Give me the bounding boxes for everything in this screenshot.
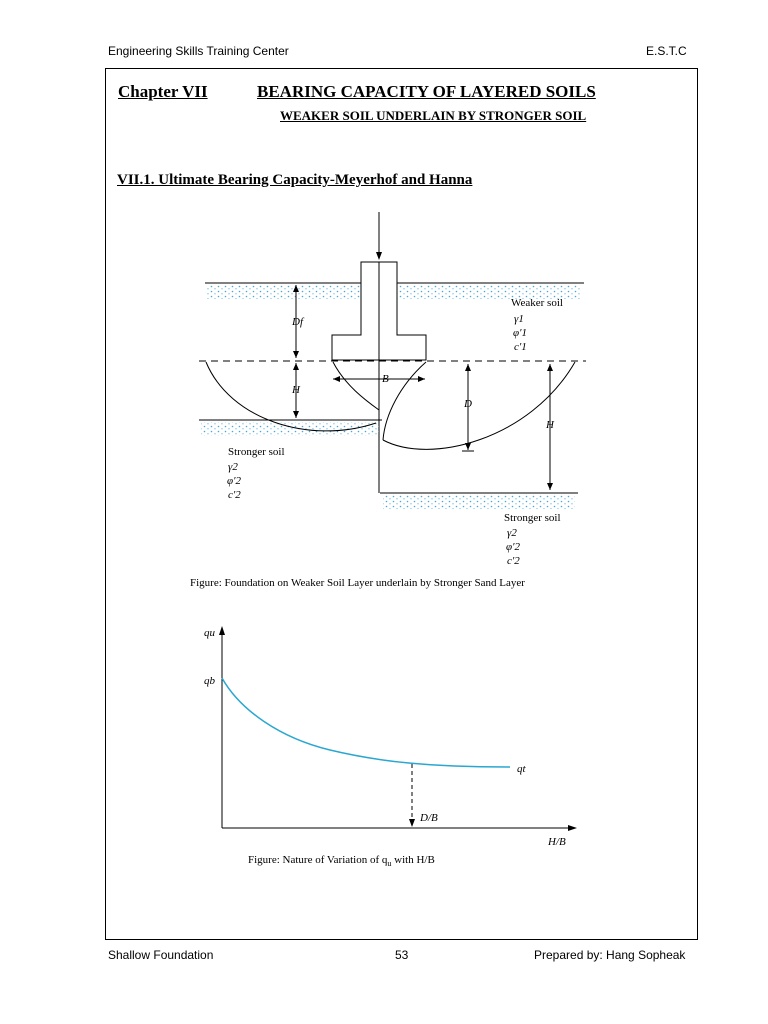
- df-label: Df: [292, 316, 303, 328]
- h-left-label: H: [292, 384, 300, 396]
- weaker-soil-label: Weaker soil: [511, 297, 563, 309]
- figure2-caption-prefix: Figure: Nature of Variation of: [248, 854, 382, 866]
- phi2-left-label: φ′2: [227, 475, 241, 487]
- b-label: B: [382, 373, 389, 385]
- phi2-right-label: φ′2: [506, 541, 520, 553]
- chapter-title: BEARING CAPACITY OF LAYERED SOILS: [257, 82, 596, 101]
- gamma1-label: γ1: [514, 313, 524, 325]
- figure1-caption: Figure: Foundation on Weaker Soil Layer underlain by Stronger Sand Layer: [190, 577, 525, 589]
- c2-left-label: c′2: [228, 489, 241, 501]
- d-label: D: [464, 398, 472, 410]
- c2-right-label: c′2: [507, 555, 520, 567]
- qt-label: qt: [517, 763, 526, 775]
- figure2-caption-suffix: with H/B: [391, 854, 435, 866]
- header-left: Engineering Skills Training Center: [108, 44, 289, 58]
- header-right: E.S.T.C: [646, 44, 687, 58]
- phi1-label: φ′1: [513, 327, 527, 339]
- c1-label: c′1: [514, 341, 527, 353]
- hb-axis-label: H/B: [548, 836, 566, 848]
- stronger-soil-left-label: Stronger soil: [228, 446, 285, 458]
- chapter-subtitle: WEAKER SOIL UNDERLAIN BY STRONGER SOIL: [280, 108, 587, 123]
- figure2-caption-q: q: [381, 854, 388, 866]
- footer-right: Prepared by: Hang Sopheak: [534, 948, 686, 962]
- h-right-label: H: [546, 419, 554, 431]
- section-heading: VII.1. Ultimate Bearing Capacity-Meyerhof and Hanna: [117, 172, 473, 188]
- stronger-soil-right-label: Stronger soil: [504, 512, 561, 524]
- db-label: D/B: [420, 812, 438, 824]
- page-number: 53: [395, 948, 409, 962]
- qu-axis-label: qu: [204, 627, 215, 639]
- figure2-caption-sub: u: [387, 859, 392, 869]
- gamma2-right-label: γ2: [507, 527, 517, 539]
- qb-label: qb: [204, 675, 215, 687]
- gamma2-left-label: γ2: [228, 461, 238, 473]
- figure2-caption: [248, 854, 435, 868]
- variation-graph: [0, 610, 768, 860]
- footer-left: Shallow Foundation: [108, 948, 214, 962]
- chapter-label: Chapter VII: [118, 82, 208, 101]
